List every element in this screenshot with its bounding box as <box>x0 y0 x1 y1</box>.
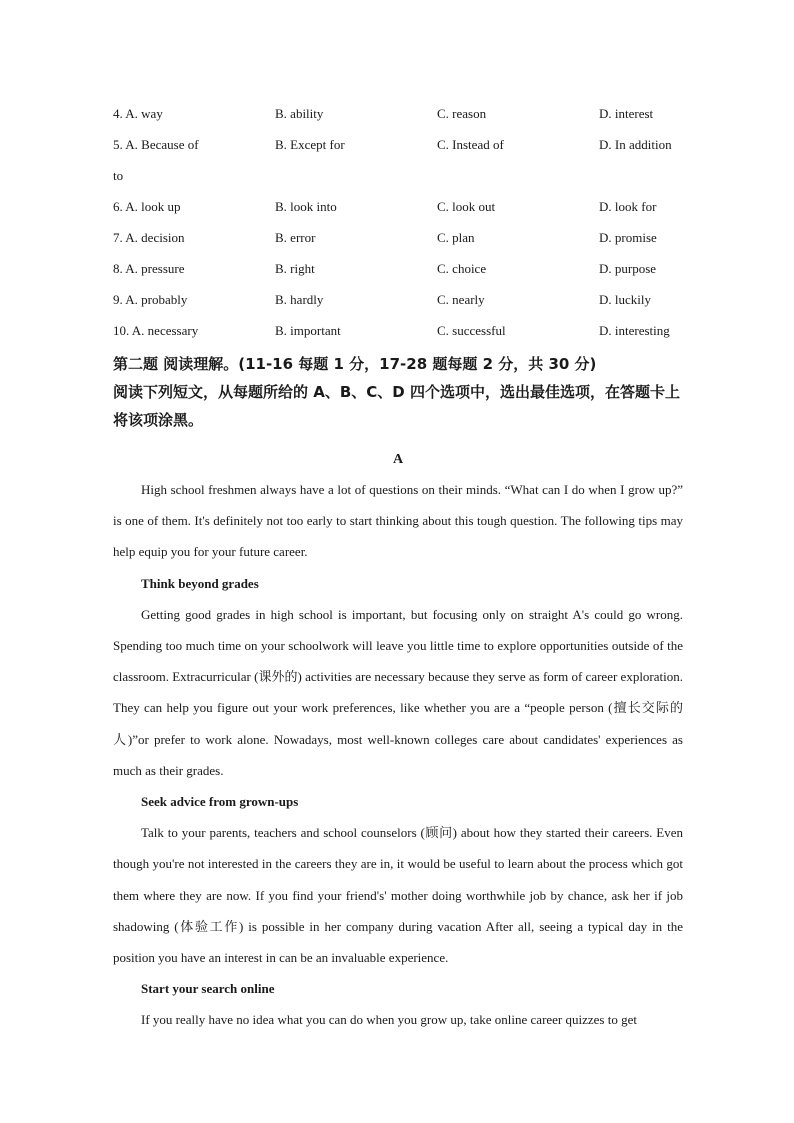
question-row-6 <box>113 191 683 222</box>
question-row-9 <box>113 284 683 315</box>
option-c: C. Instead of <box>437 136 504 152</box>
option-b: B. error <box>275 229 316 245</box>
paragraph-advice: Talk to your parents, teachers and school counselors (顾问) about how they started their careers. Even though you're not interested in the careers they are in, it would be useful to learn about the process which got them where they are now. If you find your friend's' mother doing worthwhile job by chance, ask her if job shadowing (体验工作) is possible in her company during vacation After all, seeing a typical day in the position you have an interest in can be an invaluable experience. <box>113 825 683 966</box>
option-a: 10. A. necessary <box>113 322 199 338</box>
option-a: 4. A. way <box>113 105 163 121</box>
subheading-think-beyond-grades: Think beyond grades <box>141 575 259 591</box>
option-d: D. interest <box>599 105 654 121</box>
option-c: C. plan <box>437 229 475 245</box>
paragraph-online: If you really have no idea what you can do when you grow up, take online career quizzes to get <box>141 1012 637 1028</box>
option-c: C. nearly <box>437 291 485 307</box>
option-a: 9. A. probably <box>113 291 188 307</box>
option-wrap-text: to <box>113 167 124 183</box>
section-heading: 第二题 阅读理解。(11-16 每题 1 分，17-28 题每题 2 分，共 30 分) <box>113 355 597 373</box>
option-b: B. ability <box>275 105 324 121</box>
option-d: D. luckily <box>599 291 651 307</box>
option-b: B. look into <box>275 198 337 214</box>
passage-title: A <box>392 452 404 467</box>
instruction-text: 阅读下列短文，从每题所给的 A、B、C、D 四个选项中，选出最佳选项，在答题卡上将该项涂黑。 <box>113 383 680 429</box>
option-c: C. choice <box>437 260 487 276</box>
option-a: 6. A. look up <box>113 198 181 214</box>
option-c: C. successful <box>437 322 506 338</box>
option-d: D. promise <box>599 229 657 245</box>
subheading-seek-advice: Seek advice from grown-ups <box>141 794 299 810</box>
option-a: 7. A. decision <box>113 229 185 245</box>
question-row-5 <box>113 129 683 160</box>
question-row-10 <box>113 315 683 346</box>
option-d: D. look for <box>599 198 657 214</box>
option-c: C. look out <box>437 198 496 214</box>
subheading-search-online: Start your search online <box>141 981 275 997</box>
option-a: 5. A. Because of <box>113 136 199 152</box>
option-d: D. purpose <box>599 260 657 276</box>
option-b: B. Except for <box>275 136 345 152</box>
option-d: D. interesting <box>599 322 670 338</box>
option-d: D. In addition <box>599 136 672 152</box>
intro-paragraph: High school freshmen always have a lot of questions on their minds. “What can I do when I grow up?” is one of them. It's definitely not too early to start thinking about this tough question. The following tips may help equip you for your future career. <box>113 482 683 560</box>
option-b: B. important <box>275 322 341 338</box>
option-b: B. right <box>275 260 315 276</box>
question-row-7 <box>113 222 683 253</box>
question-row-8 <box>113 253 683 284</box>
option-a: 8. A. pressure <box>113 260 185 276</box>
document-page <box>113 98 683 1036</box>
paragraph-grades: Getting good grades in high school is important, but focusing only on straight A's could go wrong. Spending too much time on your schoolwork will leave you little time to explore opportunities outside of the classroom. Extracurricular (课外的) activities are necessary because they serve as form of career exploration. They can help you figure out your work preferences, like whether you are a “people person (擅长交际的人)”or prefer to work alone. Nowadays, most well-known colleges care about candidates' experiences as much as their grades. <box>113 606 683 778</box>
option-c: C. reason <box>437 105 487 121</box>
question-row-4 <box>113 98 683 129</box>
option-b: B. hardly <box>275 291 324 307</box>
